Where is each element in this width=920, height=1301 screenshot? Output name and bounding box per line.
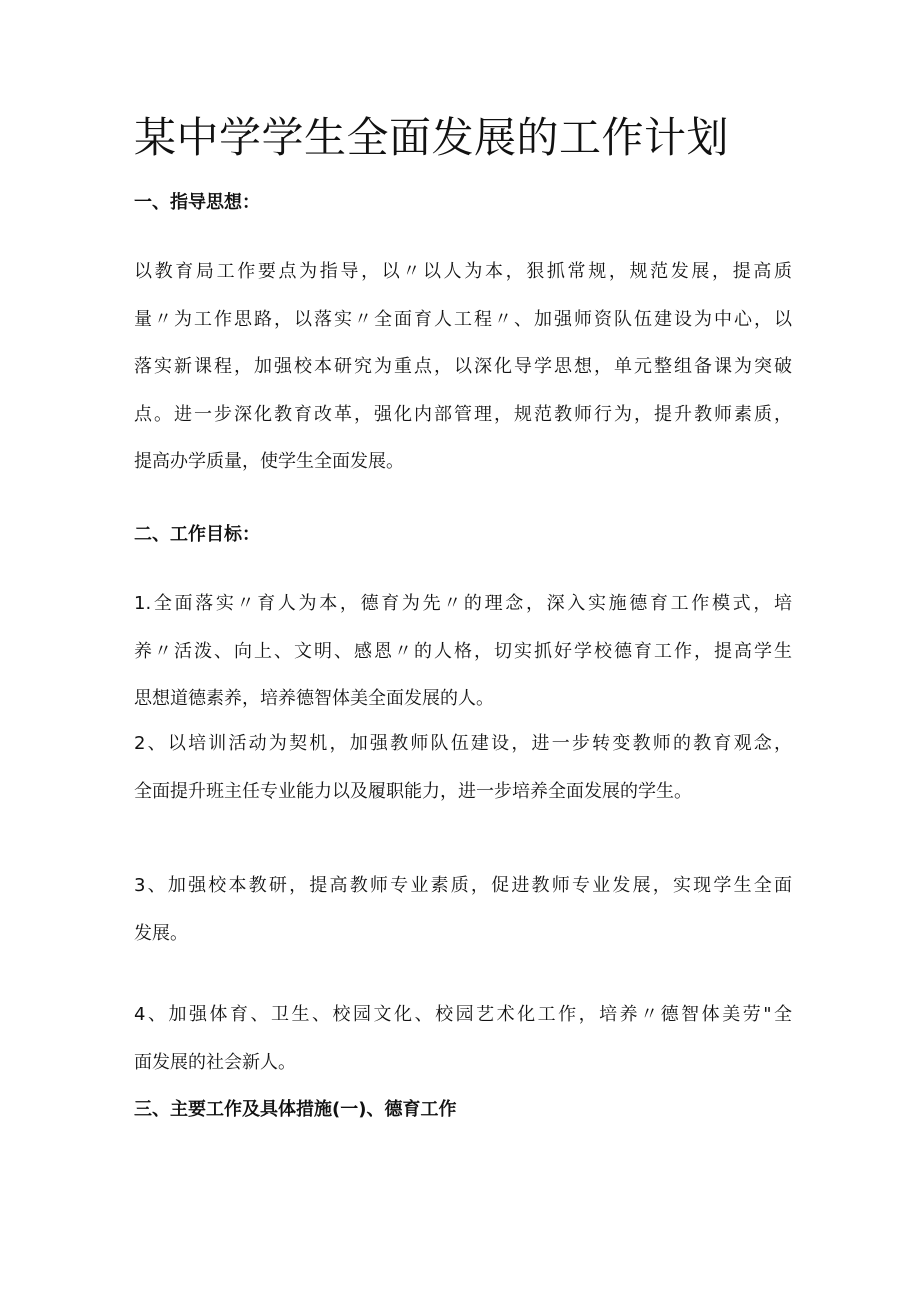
paragraph-line: 4、加强体育、卫生、校园文化、校园艺术化工作，培养〃德智体美劳"全	[134, 1004, 792, 1025]
goal-item-3	[134, 862, 792, 957]
document-title: 某中学学生全面发展的工作计划	[134, 113, 730, 162]
section-heading-work-goals: 二、工作目标：	[134, 524, 260, 545]
paragraph-line: 点。进一步深化教育改革，强化内部管理，规范教师行为，提升教师素质，	[134, 403, 792, 425]
goal-item-1	[134, 580, 792, 723]
paragraph-line: 养〃活泼、向上、文明、感恩〃的人格，切实抓好学校德育工作，提高学生	[134, 640, 792, 662]
section-heading-main-work: 三、主要工作及具体措施(一)、德育工作	[134, 1099, 457, 1120]
paragraph-line: 发展。	[134, 922, 188, 944]
goal-item-2	[134, 720, 792, 815]
paragraph-line: 思想道德素养，培养德智体美全面发展的人。	[134, 688, 494, 709]
section-heading-guiding-ideology: 一、指导思想：	[134, 192, 260, 213]
paragraph-line: 2、以培训活动为契机，加强教师队伍建设，进一步转变教师的教育观念，	[134, 733, 792, 754]
paragraph-line: 提高办学质量，使学生全面发展。	[134, 451, 404, 472]
paragraph-line: 3、加强校本教研，提高教师专业素质，促进教师专业发展，实现学生全面	[134, 875, 792, 896]
paragraph-line: 全面提升班主任专业能力以及履职能力，进一步培养全面发展的学生。	[134, 780, 692, 802]
paragraph-line: 量〃为工作思路，以落实〃全面育人工程〃、加强师资队伍建设为中心，以	[134, 308, 792, 330]
paragraph-line: 1.全面落实〃育人为本，德育为先〃的理念，深入实施德育工作模式，培	[134, 593, 792, 614]
goal-item-4	[134, 991, 792, 1086]
paragraph-line: 以教育局工作要点为指导，以〃以人为本，狠抓常规，规范发展，提高质	[134, 261, 792, 282]
guiding-ideology-paragraph	[134, 248, 792, 486]
paragraph-line: 面发展的社会新人。	[134, 1051, 296, 1073]
paragraph-line: 落实新课程，加强校本研究为重点，以深化导学思想，单元整组备课为突破	[134, 356, 792, 377]
